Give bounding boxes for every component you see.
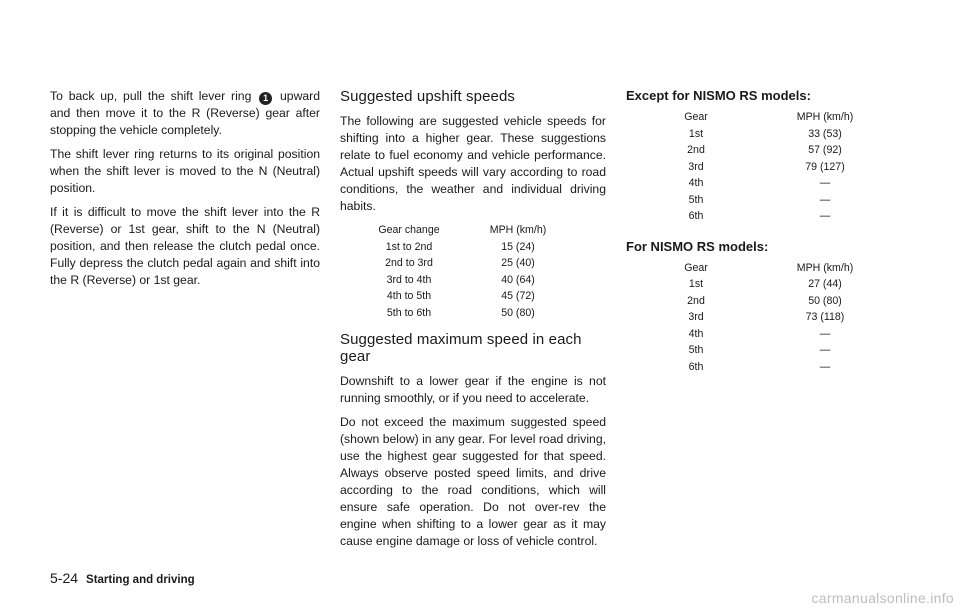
table-row: [364, 305, 582, 322]
table-row: [626, 359, 884, 376]
table-row: [626, 175, 884, 192]
table-header-row: [364, 222, 582, 239]
table-cell: 2nd: [687, 144, 705, 157]
table-cell: 4th to 5th: [386, 290, 432, 303]
except-nismo-table: [626, 109, 884, 225]
table-cell: 3rd to 4th: [386, 273, 432, 286]
table-row: [626, 326, 884, 343]
page-footer: [50, 570, 195, 586]
table-cell: —: [819, 210, 831, 223]
paragraph-back-up: [50, 88, 320, 139]
paragraph-upshift-intro: The following are suggested vehicle speeds for shifting into a higher gear. These suggestions relate to fuel economy and vehicle performance. Actual upshift speeds will vary according to road conditions, the weather and individual driving habits.: [340, 114, 606, 213]
table-header: MPH (km/h): [796, 261, 854, 274]
table-cell: 3rd: [688, 311, 704, 324]
table-cell: 1st: [688, 278, 704, 291]
table-cell: 3rd: [688, 160, 704, 173]
table-cell: 15 (24): [501, 240, 535, 253]
table-row: [626, 342, 884, 359]
table-row: [626, 208, 884, 225]
table-header: Gear change: [378, 224, 440, 237]
table-cell: 4th: [688, 327, 704, 340]
table-header: MPH (km/h): [489, 224, 547, 237]
section-title: Starting and driving: [86, 574, 195, 586]
table-header: Gear: [684, 111, 708, 124]
table-row: [364, 272, 582, 289]
table-row: [626, 159, 884, 176]
table-cell: 4th: [688, 177, 704, 190]
heading-except-nismo: Except for NISMO RS models:: [626, 88, 811, 103]
table-cell: 79 (127): [805, 160, 845, 173]
paragraph-lever-ring: The shift lever ring returns to its original position when the shift lever is moved to the N (Neutral) position.: [50, 147, 320, 195]
table-cell: 2nd: [687, 294, 705, 307]
table-cell: 6th: [688, 360, 704, 373]
paragraph-difficult: If it is difficult to move the shift lever into the R (Reverse) or 1st gear, shift to the N (Neutral) position, and then release the clutch pedal once. Fully depress the clutch pedal again and shift into the R (Reverse) or 1st gear.: [50, 205, 320, 287]
table-row: [626, 142, 884, 159]
table-cell: —: [819, 177, 831, 190]
table-cell: —: [819, 360, 831, 373]
table-cell: 5th to 6th: [386, 306, 432, 319]
heading-upshift: Suggested upshift speeds: [340, 88, 516, 105]
paragraph-downshift: Downshift to a lower gear if the engine is not running smoothly, or if you need to accelerate.: [340, 374, 606, 405]
table-cell: 6th: [688, 210, 704, 223]
table-row: [364, 255, 582, 272]
table-header: Gear: [684, 261, 708, 274]
table-cell: 5th: [688, 193, 704, 206]
table-cell: 2nd to 3rd: [385, 257, 433, 270]
table-cell: —: [819, 193, 831, 206]
table-cell: 33 (53): [808, 127, 842, 140]
table-row: [626, 309, 884, 326]
table-cell: 45 (72): [501, 290, 535, 303]
table-row: [626, 293, 884, 310]
table-row: [364, 239, 582, 256]
table-cell: 5th: [688, 344, 704, 357]
table-cell: —: [819, 344, 831, 357]
table-row: [626, 276, 884, 293]
table-header-row: [626, 109, 884, 126]
table-header: MPH (km/h): [796, 111, 854, 124]
table-cell: 1st to 2nd: [385, 240, 433, 253]
table-cell: 27 (44): [808, 278, 842, 291]
table-cell: 50 (80): [501, 306, 535, 319]
heading-nismo-rs: For NISMO RS models:: [626, 238, 769, 254]
paragraph-do-not-exceed: Do not exceed the maximum suggested speed (shown below) in any gear. For level road driving, use the highest gear suggested for that speed. Always observe posted speed limits, and drive according to the road conditions, which will ensure safe operation. Do not over-rev the engine when shifting to a lower gear as it may cause engine damage or loss of vehicle control.: [340, 415, 606, 548]
table-cell: —: [819, 327, 831, 340]
table-row: [626, 192, 884, 209]
heading-maximum-speed: Suggested maximum speed in each gear: [340, 331, 582, 365]
paragraph-text: To back up, pull the shift lever ring: [50, 89, 252, 103]
table-row: [626, 126, 884, 143]
column-middle: [340, 88, 606, 557]
paragraph-text: upward and then move it to the R (Reverse) gear after stopping the vehicle completely.: [50, 89, 320, 137]
table-cell: 73 (118): [805, 311, 845, 324]
table-cell: 1st: [688, 127, 704, 140]
upshift-table: [364, 222, 582, 321]
table-cell: 57 (92): [808, 144, 842, 157]
page-number: 5-24: [50, 570, 79, 586]
table-cell: 50 (80): [808, 294, 842, 307]
table-header-row: [626, 260, 884, 277]
table-row: [364, 288, 582, 305]
nismo-rs-table: [626, 260, 884, 376]
column-left: [50, 88, 320, 296]
column-right: [626, 88, 916, 375]
callout-marker: 1: [259, 92, 272, 105]
watermark: carmanualsonline.info: [811, 590, 954, 606]
table-cell: 25 (40): [501, 257, 535, 270]
table-cell: 40 (64): [501, 273, 535, 286]
